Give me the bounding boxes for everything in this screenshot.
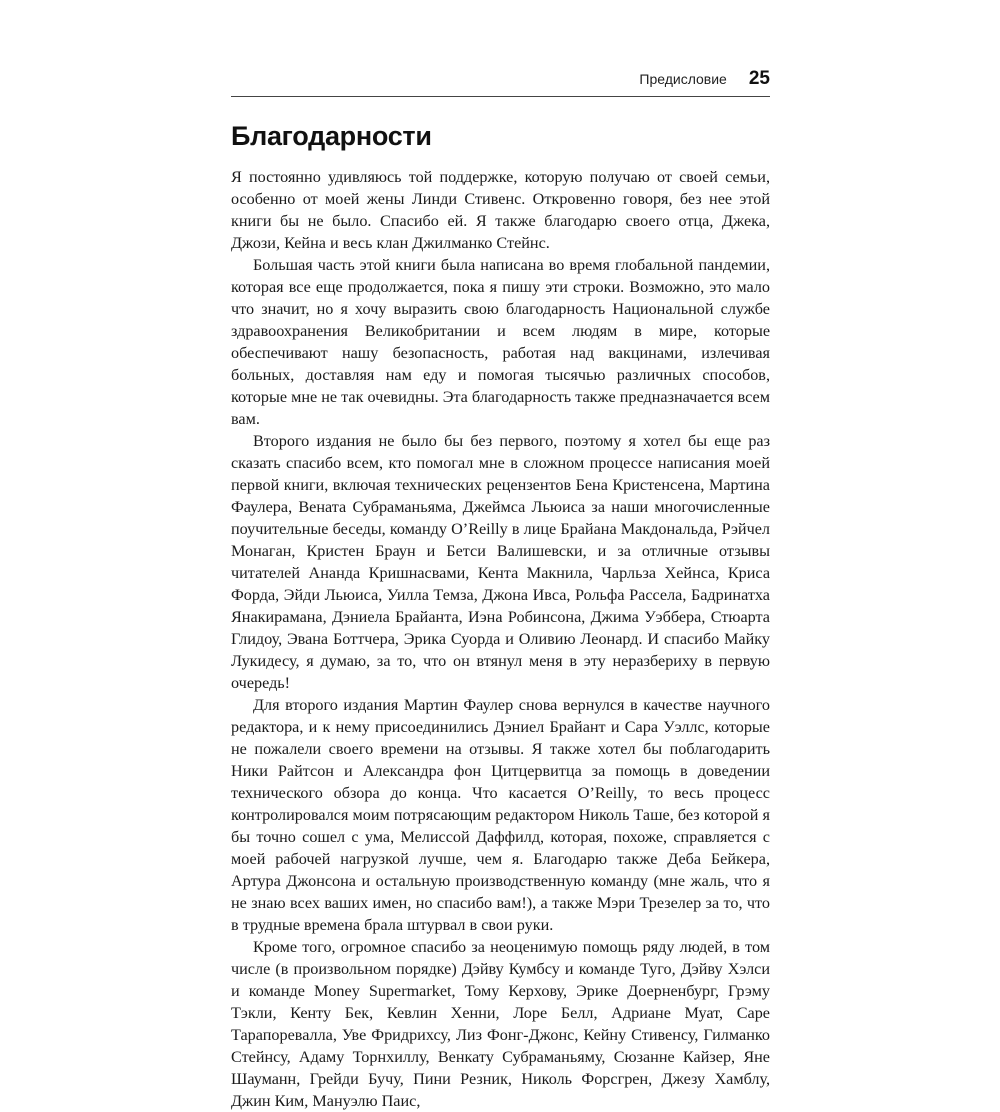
running-header-section: Предисловие [639,71,727,87]
page-number: 25 [748,68,770,89]
paragraph: Большая часть этой книги была написана во время глобальной пандемии, которая все еще продолжается, пока я пишу эти строки. Возможно, это мало что значит, но я хочу выразить свою благодарность Национальной службе здравоохранения Великобритании и всем людям в мире, которые обеспечивают нашу безопасность, работая над вакцинами, излечивая больных, доставляя нам еду и помогая тысячью различных способов, которые мне не так очевидны. Эта благодарность также предназначается всем вам. [231,256,770,428]
paragraph: Кроме того, огромное спасибо за неоценимую помощь ряду людей, в том числе (в произвольном порядке) Дэйву Кумбсу и команде Туго, Дэйву Хэлси и команде Money Supermarket, Тому Керхову, Эрике Доерненбург, Грэму Тэкли, Кенту Бек, Кевлин Хенни, Лоре Белл, Адриане Муат, Саре Тарапоревалла, Уве Фридрихсу, Лиз Фонг-Джонс, Кейну Стивенсу, Гилманко Стейнсу, Адаму Торнхиллу, Венкату Субраманьяму, Сюзанне Кайзер, Яне Шауманн, Грейди Бучу, Пини Резник, Николь Форсгрен, Джезу Хамблу, Джин Ким, Мануэлю Паис, [231,938,770,1110]
section-title: Благодарности [231,121,432,151]
paragraph: Я постоянно удивляюсь той поддержке, которую получаю от своей семьи, особенно от моей жены Линди Стивенс. Откровенно говоря, без нее этой книги бы не было. Спасибо ей. Я также благодарю своего отца, Джека, Джози, Кейна и весь клан Джилманко Стейнс. [231,168,770,252]
paragraph: Второго издания не было бы без первого, поэтому я хотел бы еще раз сказать спасибо всем, кто помогал мне в сложном процессе написания моей первой книги, включая технических рецензентов Бена Кристенсена, Мартина Фаулера, Вената Субраманьяма, Джеймса Льюиса за наши многочисленные поучительные беседы, команду O’Reilly в лице Брайана Макдональда, Рэйчел Монаган, Кристен Браун и Бетси Валишевски, и за отличные отзывы читателей Ананда Кришнасвами, Кента Макнила, Чарльза Хейнса, Криса Форда, Эйди Льюиса, Уилла Темза, Джона Ивса, Рольфа Рассела, Бадринатха Янакирамана, Дэниела Брайанта, Иэна Робинсона, Джима Уэббера, Стюарта Глидоу, Эвана Боттчера, Эрика Суорда и Оливию Леонард. И спасибо Майку Лукидесу, я думаю, за то, что он втянул меня в эту неразбериху в первую очередь! [231,432,770,692]
running-header [231,68,770,97]
paragraph: Для второго издания Мартин Фаулер снова вернулся в качестве научного редактора, и к нему присоединились Дэниел Брайант и Сара Уэллс, которые не пожалели своего времени на отзывы. Я также хотел бы поблагодарить Ники Райтсон и Александра фон Цитцервитца за помощь в доведении технического обзора до конца. Что касается O’Reilly, то весь процесс контролировался моим потрясающим редактором Николь Таше, без которой я бы точно сошел с ума, Мелиссой Даффилд, которая, похоже, справляется с моей рабочей нагрузкой лучше, чем я. Благодарю также Деба Бейкера, Артура Джонсона и остальную производственную команду (мне жаль, что я не знаю всех ваших имен, но спасибо вам!), а также Мэри Трезелер за то, что в трудные времена брала штурвал в свои руки. [231,696,770,934]
body-text [231,166,770,1112]
book-page [231,68,770,1112]
